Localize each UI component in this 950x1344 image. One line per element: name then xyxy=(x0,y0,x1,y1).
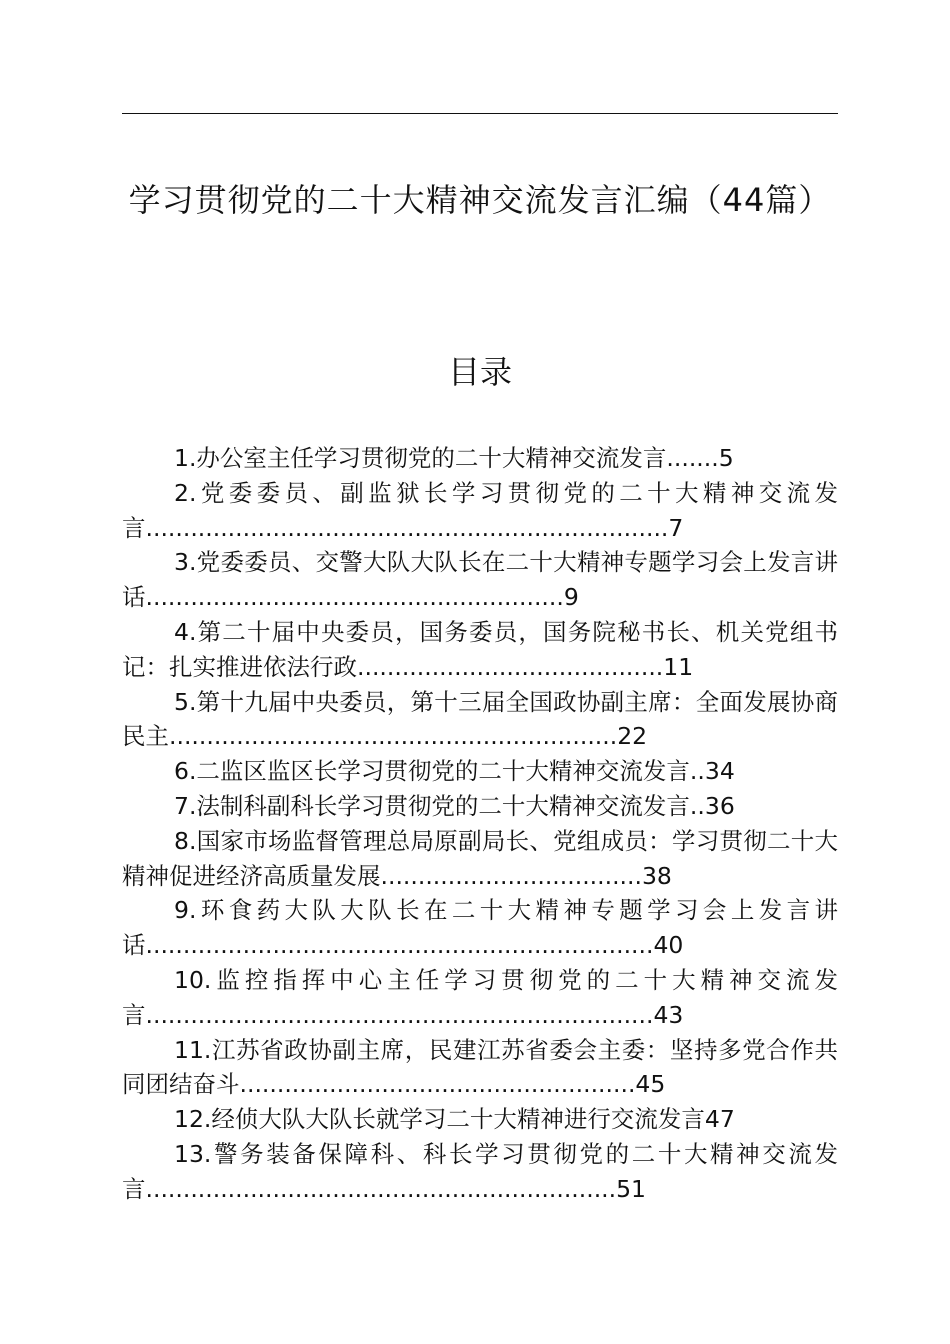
toc-entry-page: 38 xyxy=(641,861,672,890)
toc-entry-title: 13.警务装备保障科、科长学习贯彻党的二十大精神交流发言 xyxy=(122,1139,838,1203)
toc-entry-11[interactable] xyxy=(122,1033,838,1103)
header-rule xyxy=(122,113,838,114)
toc-entry-title: 10.监控指挥中心主任学习贯彻党的二十大精神交流发言 xyxy=(122,965,838,1029)
toc-entry-title: 9.环食药大队大队长在二十大精神专题学习会上发言讲话 xyxy=(122,896,838,960)
toc-entry-page: 34 xyxy=(704,757,735,786)
toc-entry-7[interactable] xyxy=(122,789,838,824)
toc-entry-title: 3.党委委员、交警大队大队长在二十大精神专题学习会上发言讲话 xyxy=(122,548,838,612)
toc-entry-13[interactable] xyxy=(122,1137,838,1207)
toc-heading: 目录 xyxy=(447,353,512,391)
toc-entry-page: 36 xyxy=(704,791,735,820)
toc-entry-title: 8.国家市场监督管理总局原副局长、党组成员：学习贯彻二十大精神促进经济高质量发展 xyxy=(122,826,838,890)
toc-entry-8[interactable] xyxy=(122,824,838,894)
table-of-contents xyxy=(122,441,838,1207)
toc-entry-leader: ................................... xyxy=(380,861,642,890)
toc-entry-1[interactable] xyxy=(122,441,838,476)
toc-entry-page: 9 xyxy=(563,583,579,612)
toc-entry-title: 1.办公室主任学习贯彻党的二十大精神交流发言 xyxy=(174,444,667,472)
toc-entry-leader: ............................................................ xyxy=(169,722,618,751)
toc-entry-leader: .................................................................... xyxy=(145,1000,654,1029)
toc-entry-title: 2.党委委员、副监狱长学习贯彻党的二十大精神交流发言 xyxy=(122,478,838,542)
toc-entry-leader: .. xyxy=(689,757,705,786)
toc-entry-10[interactable] xyxy=(122,963,838,1033)
toc-entry-leader: ...................................................................... xyxy=(145,513,669,542)
toc-entry-title: 12.经侦大队大队长就学习二十大精神进行交流发言 xyxy=(174,1105,705,1134)
toc-entry-12[interactable] xyxy=(122,1102,838,1137)
toc-entry-2[interactable] xyxy=(122,476,838,546)
toc-entry-page: 22 xyxy=(617,722,648,751)
toc-entry-title: 6.二监区监区长学习贯彻党的二十大精神交流发言 xyxy=(174,757,690,786)
toc-entry-5[interactable] xyxy=(122,685,838,755)
toc-entry-page: 7 xyxy=(668,513,684,542)
toc-entry-9[interactable] xyxy=(122,893,838,963)
toc-entry-title: 5.第十九届中央委员，第十三届全国政协副主席：全面发展协商民主 xyxy=(122,687,838,751)
toc-entry-leader: .................................................................... xyxy=(145,931,654,960)
toc-entry-page: 43 xyxy=(653,1000,684,1029)
toc-entry-title: 7.法制科副科长学习贯彻党的二十大精神交流发言 xyxy=(174,791,690,820)
toc-entry-page: 5 xyxy=(718,444,734,472)
toc-entry-page: 40 xyxy=(653,931,684,960)
toc-entry-leader: .. xyxy=(689,791,705,820)
document-title: 学习贯彻党的二十大精神交流发言汇编（44篇） xyxy=(128,181,832,219)
toc-entry-6[interactable] xyxy=(122,754,838,789)
toc-entry-leader: ..................................................... xyxy=(239,1070,636,1099)
toc-entry-leader: ......................................... xyxy=(357,652,664,681)
toc-entry-title: 11.江苏省政协副主席，民建江苏省委会主委：坚持多党合作共同团结奋斗 xyxy=(122,1035,838,1099)
toc-entry-page: 11 xyxy=(663,652,694,681)
toc-entry-3[interactable] xyxy=(122,545,838,615)
toc-entry-page: 47 xyxy=(704,1105,735,1134)
toc-entry-page: 51 xyxy=(616,1174,647,1203)
toc-entry-leader: ............................................................... xyxy=(145,1174,617,1203)
toc-entry-leader: ........................................................ xyxy=(145,583,564,612)
toc-entry-page: 45 xyxy=(635,1070,666,1099)
toc-entry-4[interactable] xyxy=(122,615,838,685)
toc-entry-leader: ....... xyxy=(666,444,719,472)
toc-entry-title: 4.第二十届中央委员，国务委员，国务院秘书长、机关党组书记：扎实推进依法行政 xyxy=(122,617,838,681)
